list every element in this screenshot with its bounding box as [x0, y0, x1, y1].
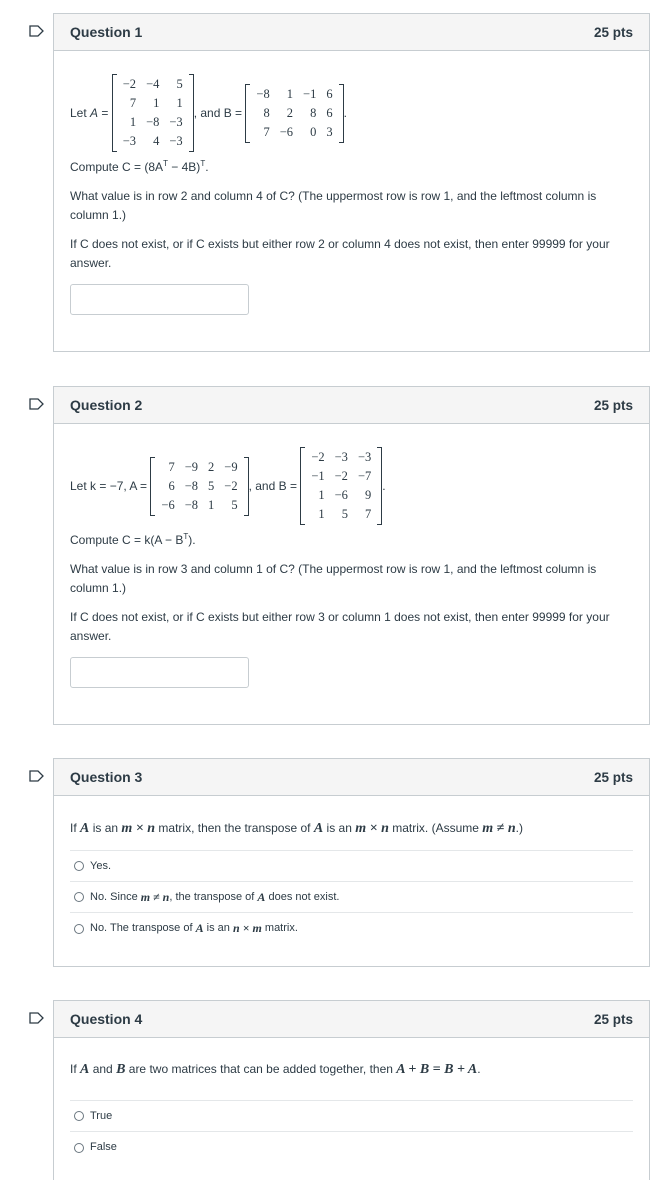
options-list: [70, 850, 633, 944]
flag-question-icon[interactable]: [29, 1012, 44, 1024]
matrix-cell: −3: [122, 134, 137, 148]
matrix-cell: −2: [224, 478, 238, 493]
var-a: A: [90, 105, 99, 120]
matrix-cell: 7: [263, 124, 270, 139]
question-1: [53, 13, 650, 352]
text: is an: [92, 821, 119, 835]
question-points: 25 pts: [593, 397, 633, 413]
option-label: Yes.: [90, 859, 112, 872]
question-body: [54, 74, 649, 315]
matrix-cell: 8: [263, 105, 270, 120]
matrix-cell: 7: [168, 459, 175, 474]
matrix-definition: [70, 447, 633, 525]
radio-icon[interactable]: [74, 861, 84, 871]
text: matrix, then the transpose of: [158, 821, 311, 835]
question-2: [53, 386, 650, 725]
matrix-cell: −8: [184, 497, 199, 512]
note-text: If C does not exist, or if C exists but either row 2 or column 4 does not exist, then enter 99999 for your answer.: [70, 237, 610, 270]
matrix-cell: −3: [357, 450, 372, 464]
matrix-cell: −9: [184, 459, 199, 474]
matrix-a: [150, 457, 248, 516]
compute-prefix: Compute: [70, 160, 119, 174]
matrix-cell: −6: [334, 488, 348, 502]
question-title: Question 4: [70, 1011, 143, 1027]
matrix-cell: 9: [365, 488, 372, 502]
question-title: Question 3: [70, 769, 143, 785]
matrix-cell: 5: [176, 77, 183, 91]
text: .): [515, 821, 523, 835]
answer-input[interactable]: [70, 657, 249, 688]
option-true[interactable]: [70, 1101, 633, 1132]
matrix-b: [245, 84, 343, 143]
matrix-cell: −3: [169, 134, 183, 148]
matrix-cell: 5: [231, 497, 238, 512]
math: A + B = B + A: [396, 1062, 478, 1077]
question-body: [54, 819, 649, 944]
question-header: [54, 387, 649, 424]
matrix-cell: −2: [122, 77, 137, 91]
math: m × n: [355, 821, 389, 836]
option-yes[interactable]: [70, 851, 633, 882]
matrix-a: [112, 74, 194, 152]
question-header: [54, 1001, 649, 1038]
option-label: is an: [206, 922, 230, 934]
matrix-cell: 8: [310, 105, 317, 120]
compute-line: [70, 527, 633, 550]
matrix-cell: 3: [326, 124, 333, 139]
text: matrix. (Assume: [392, 821, 479, 835]
text: is an: [326, 821, 352, 835]
math: A: [80, 821, 90, 836]
matrix-cell: −9: [224, 459, 238, 474]
matrix-cell: −6: [279, 124, 294, 139]
matrix-cell: 7: [129, 96, 137, 110]
option-false[interactable]: [70, 1132, 633, 1163]
matrix-cell: −8: [146, 115, 160, 129]
matrix-cell: −7: [357, 469, 372, 483]
compute-expr: C = k(A − B: [122, 533, 184, 547]
math: m × n: [121, 821, 156, 836]
sup: T: [200, 159, 206, 168]
compute-mid: − 4B): [167, 160, 201, 174]
radio-icon[interactable]: [74, 1111, 84, 1121]
sup: T: [183, 532, 189, 541]
and-b-text: , and B =: [248, 478, 297, 493]
text: If: [70, 821, 77, 835]
option-label: No. The transpose of: [90, 922, 193, 934]
matrix-cell: 1: [286, 86, 294, 101]
matrix-cell: 0: [310, 124, 317, 139]
option-label: does not exist.: [268, 890, 340, 903]
flag-question-icon[interactable]: [29, 770, 44, 782]
matrix-cell: −6: [161, 497, 175, 512]
compute-end: ).: [188, 533, 196, 547]
matrix-cell: 6: [326, 86, 333, 101]
radio-icon[interactable]: [74, 924, 84, 934]
compute-expr: C = (8A: [122, 160, 164, 174]
let-prefix: Let: [70, 105, 87, 120]
matrix-cell: −2: [334, 469, 348, 483]
text: .: [477, 1062, 481, 1076]
matrix-cell: −3: [169, 115, 183, 129]
question-points: 25 pts: [593, 24, 633, 40]
math: m ≠ n: [140, 889, 170, 904]
compute-line: [70, 154, 633, 177]
option-label: No. Since: [90, 890, 138, 903]
flag-question-icon[interactable]: [29, 25, 44, 37]
question-text: What value is in row 2 and column 4 of C? (The uppermost row is row 1, and the leftmost column is column 1.): [70, 189, 597, 222]
period: .: [382, 478, 386, 493]
option-label: True: [90, 1109, 113, 1122]
flag-question-icon[interactable]: [29, 398, 44, 410]
math: A: [80, 1062, 90, 1077]
sup: T: [163, 159, 168, 168]
matrix-cell: −8: [256, 86, 270, 101]
period: .: [343, 105, 347, 120]
matrix-cell: −4: [146, 77, 160, 91]
matrix-cell: −8: [184, 478, 199, 493]
matrix-cell: 5: [208, 478, 215, 493]
and-b-text: , and B =: [193, 105, 243, 120]
matrix-cell: −2: [311, 450, 325, 464]
text: If: [70, 1062, 77, 1076]
matrix-cell: 6: [326, 105, 333, 120]
option-label: False: [90, 1141, 117, 1153]
matrix-cell: −1: [303, 86, 317, 101]
question-stem: [70, 1060, 633, 1079]
math: n × m: [232, 921, 262, 935]
question-title: Question 2: [70, 397, 143, 413]
math: A: [195, 921, 204, 935]
matrix-cell: 1: [318, 488, 325, 502]
matrix-cell: 6: [168, 478, 175, 493]
matrix-cell: 2: [208, 459, 215, 474]
radio-icon[interactable]: [74, 892, 84, 902]
option-label: , the transpose of: [169, 890, 255, 903]
question-header: [54, 759, 649, 796]
question-3: [53, 758, 650, 967]
equals: =: [101, 105, 109, 120]
matrix-cell: 2: [286, 105, 294, 120]
math: A: [313, 821, 324, 836]
matrix-cell: 1: [129, 115, 137, 129]
radio-icon[interactable]: [74, 1143, 84, 1153]
text: and: [92, 1062, 113, 1076]
math: B: [116, 1062, 126, 1077]
question-points: 25 pts: [593, 769, 633, 785]
let-text: Let k = −7, A =: [70, 478, 148, 493]
note-text: If C does not exist, or if C exists but either row 3 or column 1 does not exist, then enter 99999 for your answer.: [70, 610, 610, 643]
compute-prefix: Compute: [70, 533, 119, 547]
text: are two matrices that can be added together, then: [128, 1062, 393, 1076]
question-body: [54, 447, 649, 688]
matrix-cell: −1: [311, 469, 325, 483]
matrix-b: [300, 447, 382, 525]
question-text: What value is in row 3 and column 1 of C? (The uppermost row is row 1, and the leftmost column is column 1.): [70, 562, 597, 595]
option-label: matrix.: [264, 922, 298, 934]
matrix-cell: 1: [153, 96, 160, 110]
answer-input[interactable]: [70, 284, 249, 315]
option-no-n-by-m[interactable]: [70, 913, 633, 944]
math: m ≠ n: [482, 821, 516, 836]
matrix-cell: 1: [176, 96, 183, 110]
matrix-cell: 1: [318, 507, 325, 521]
question-title: Question 1: [70, 24, 143, 40]
question-header: [54, 14, 649, 51]
matrix-cell: 4: [153, 134, 160, 148]
question-stem: [70, 819, 633, 838]
matrix-definition: [70, 74, 633, 152]
question-4: [53, 1000, 650, 1180]
compute-end: .: [205, 160, 209, 174]
option-no-not-exist[interactable]: [70, 882, 633, 913]
matrix-cell: 5: [341, 507, 348, 521]
options-list: [70, 1100, 633, 1163]
matrix-cell: 1: [208, 497, 215, 512]
math: A: [257, 889, 266, 904]
matrix-cell: 7: [365, 507, 372, 521]
question-body: [54, 1060, 649, 1163]
matrix-cell: −3: [334, 450, 348, 464]
question-points: 25 pts: [593, 1011, 633, 1027]
